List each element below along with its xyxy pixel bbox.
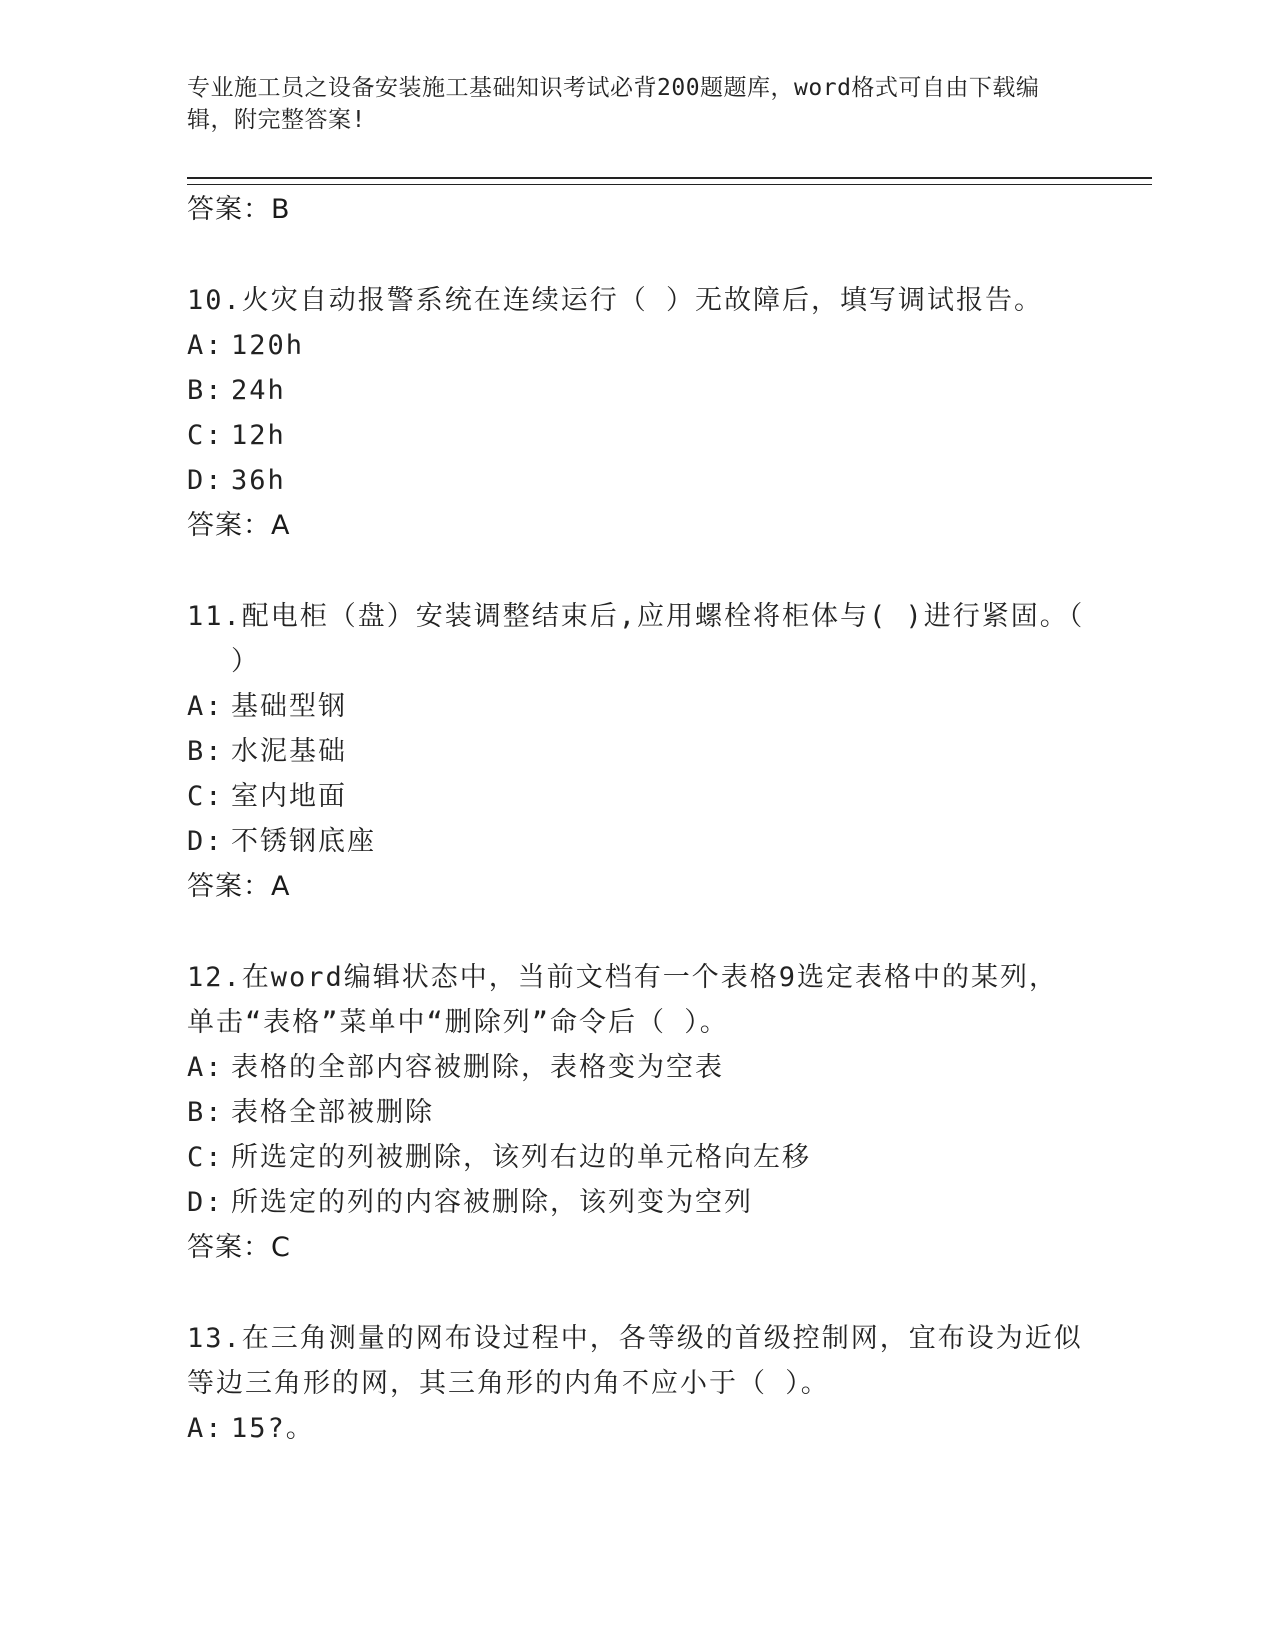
option-c: [187, 1135, 1087, 1180]
question-list: [187, 187, 1087, 1451]
option-text: 24h: [231, 375, 286, 406]
option-letter: C:: [187, 781, 224, 812]
option-b: [187, 368, 1087, 413]
option-text: 所选定的列的内容被删除，该列变为空列: [231, 1187, 753, 1218]
option-letter: D:: [187, 1187, 224, 1218]
option-letter: A:: [187, 691, 224, 722]
option-letter: A:: [187, 330, 224, 361]
option-a: [187, 684, 1087, 729]
option-a: [187, 1406, 1087, 1451]
option-d: [187, 819, 1087, 864]
option-a: [187, 323, 1087, 368]
answer-line: 答案：A: [187, 871, 291, 902]
option-text: 120h: [231, 330, 305, 361]
answer-line: 答案：C: [187, 1232, 291, 1263]
option-letter: C:: [187, 420, 224, 451]
answer-line: 答案：A: [187, 510, 291, 541]
option-c: [187, 774, 1087, 819]
option-c: [187, 413, 1087, 458]
option-letter: D:: [187, 826, 224, 857]
question-stem: 11.配电柜（盘）安装调整结束后,应用螺栓将柜体与( )进行紧固。（ ）: [187, 601, 1085, 677]
page-header-title: 专业施工员之设备安装施工基础知识考试必背200题题库，word格式可自由下载编辑，附完整答案!: [187, 75, 1040, 133]
option-text: 表格全部被删除: [231, 1097, 434, 1128]
question-item: [187, 1316, 1087, 1451]
question-stem: 10.火灾自动报警系统在连续运行（ ）无故障后，填写调试报告。: [187, 285, 1044, 316]
option-b: [187, 1090, 1087, 1135]
option-letter: C:: [187, 1142, 224, 1173]
option-a: [187, 1045, 1087, 1090]
question-item: [187, 594, 1087, 909]
option-text: 36h: [231, 465, 286, 496]
option-d: [187, 458, 1087, 503]
question-stem: 12.在word编辑状态中，当前文档有一个表格9选定表格中的某列，单击“表格”菜单中“删除列”命令后（ ）。: [187, 962, 1059, 1038]
option-d: [187, 1180, 1087, 1225]
option-text: 基础型钢: [231, 691, 347, 722]
option-letter: D:: [187, 465, 224, 496]
option-text: 12h: [231, 420, 286, 451]
question-item: [187, 955, 1087, 1270]
option-text: 水泥基础: [231, 736, 347, 767]
option-text: 不锈钢底座: [231, 826, 376, 857]
option-letter: B:: [187, 736, 224, 767]
option-text: 所选定的列被删除，该列右边的单元格向左移: [231, 1142, 811, 1173]
option-text: 15?。: [231, 1413, 315, 1444]
option-letter: B:: [187, 1097, 224, 1128]
option-letter: A:: [187, 1413, 224, 1444]
option-text: 室内地面: [231, 781, 347, 812]
option-text: 表格的全部内容被删除，表格变为空表: [231, 1052, 724, 1083]
option-b: [187, 729, 1087, 774]
option-letter: B:: [187, 375, 224, 406]
previous-answer: 答案：B: [187, 194, 291, 225]
option-letter: A:: [187, 1052, 224, 1083]
header-divider: [187, 177, 1152, 185]
question-item: [187, 278, 1087, 548]
question-stem: 13.在三角测量的网布设过程中，各等级的首级控制网，宜布设为近似等边三角形的网，其三角形的内角不应小于（ ）。: [187, 1323, 1083, 1399]
